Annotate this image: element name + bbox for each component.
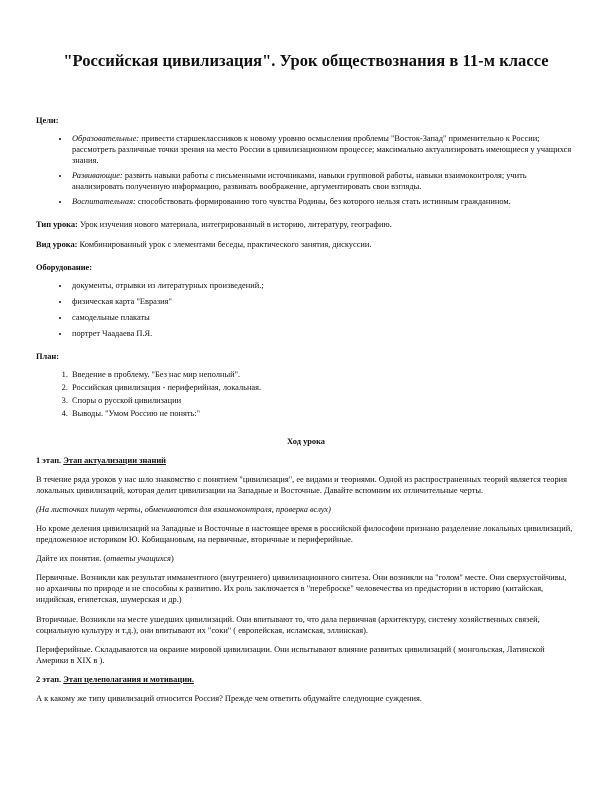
equipment-item: • документы, отрывки из литературных произведений.; <box>70 280 576 291</box>
paragraph: В течение ряда уроков у нас шло знакомство с понятием "цивилизация", ее видами и теориями. Одной из распространенных теорий является теория локальных цивилизаций, которая делит цивилизации на Западные и Восточные. Давайте вспомним их отличительные черты. <box>36 474 568 495</box>
goal-text: развить навыки работы с письменными источниками, навыки групповой работы, навыки взаимоконтроля; учить анализировать полученную информацию, развивать воображение, аргументировать свои взгляды. <box>72 171 527 192</box>
stage-1-prefix: 1 этап. <box>36 455 62 465</box>
lesson-type-text: Урок изучения нового материала, интегрированный в историю, литературу, географию. <box>79 220 392 230</box>
lesson-kind-text: Комбинированный урок с элементами беседы, практического занятия, дискуссии. <box>79 239 372 249</box>
goal-text: способствовать формированию того чувства Родины, без которого нельзя стать истинным гражданином. <box>137 197 511 207</box>
plan-item: 3. Споры о русской цивилизации <box>70 395 576 406</box>
plan-item: 2. Российская цивилизация - периферийная, локальная. <box>70 382 576 393</box>
paragraph: Но кроме деления цивилизаций на Западные и Восточные в настоящее время в российской философии признано разделение локальных цивилизаций, предложенное историком Ю. Кобищановым, на первичные, вторичные и периферийные. <box>36 524 573 545</box>
paragraph: Вторичные. Возникли на месте ушедших цивилизаций. Они впитывают то, что дала первичная (архитектуру, систему хозяйственных связей, социальную культуру и т.д.), они впитывают их "соки" ( европейская, исламская, эллинская). <box>36 614 540 635</box>
goal-text: привести старшеклассников к новому уровню осмысления проблемы "Восток-Запад" применительно к России; рассмотреть различные точки зрения на место России в цивилизационном процессе; максимально актуализировать имеющиеся у учащихся знания. <box>72 133 572 166</box>
plan-item: 4. Выводы. "Умом Россию не понять:" <box>70 408 576 419</box>
stage-1-title: Этап актуализации знаний <box>63 455 166 465</box>
stage-2-title: Этап целеполагания и мотивации. <box>63 674 194 684</box>
lesson-kind-label: Вид урока: <box>36 239 78 249</box>
text-segment: ) <box>170 554 174 564</box>
paragraph <box>36 553 576 564</box>
paragraph: Первичные. Возникли как результат имманентного (внутреннего) цивилизационного синтеза. Они возникли на "голом" месте. Они сверхустойчивы, но архаичны по природе и не способны к развитию. Их роль заключается в "переброске" человечества из предыстории в историю (китайская, индийская, египетская, шумерская и др.) <box>36 573 567 605</box>
stage-1-heading <box>36 455 576 466</box>
goal-name: Образовательные: <box>72 133 140 143</box>
lesson-type <box>36 219 576 230</box>
paragraph: Периферийные. Складываются на окраине мировой цивилизации. Они испытывают влияние развитых цивилизаций ( монгольская, Латинской Америки в XIX в ). <box>36 644 545 665</box>
plan-list <box>36 369 576 419</box>
paragraph-note: (На листочках пишут черты, обмениваются для взаимоконтроля, проверка вслух) <box>36 504 331 514</box>
plan-item: 1. Введение в проблему. "Без нас мир неполный". <box>70 369 576 380</box>
equipment-label: Оборудование: <box>36 262 93 272</box>
equipment-item: • самодельные плакаты <box>70 312 576 323</box>
plan-label: План: <box>36 352 60 362</box>
stage-2-heading <box>36 674 576 685</box>
paragraph: А к какому же типу цивилизаций относится Россия? Прежде чем ответить обдумайте следующие суждения. <box>36 694 422 704</box>
goals-list <box>36 133 576 208</box>
page-title: "Российская цивилизация". Урок обществознания в 11-м классе <box>63 51 549 70</box>
goal-item <box>70 196 576 207</box>
text-segment: Дайте их понятия. ( <box>36 554 107 564</box>
lesson-heading: Ход урока <box>287 436 325 446</box>
text-segment-italic: ответы учащихся <box>106 554 171 564</box>
lesson-kind <box>36 239 576 250</box>
lesson-type-label: Тип урока: <box>36 220 78 230</box>
goals-label: Цели: <box>36 115 59 125</box>
equipment-item: • портрет Чаадаева П.Я. <box>70 328 576 339</box>
goal-item <box>70 170 576 192</box>
equipment-list <box>36 280 576 339</box>
equipment-item: • физическая карта "Евразия" <box>70 296 576 307</box>
goal-item <box>70 133 576 166</box>
goal-name: Развивающие: <box>72 171 123 181</box>
stage-2-prefix: 2 этап. <box>36 674 62 684</box>
goal-name: Воспитательная: <box>72 197 136 207</box>
